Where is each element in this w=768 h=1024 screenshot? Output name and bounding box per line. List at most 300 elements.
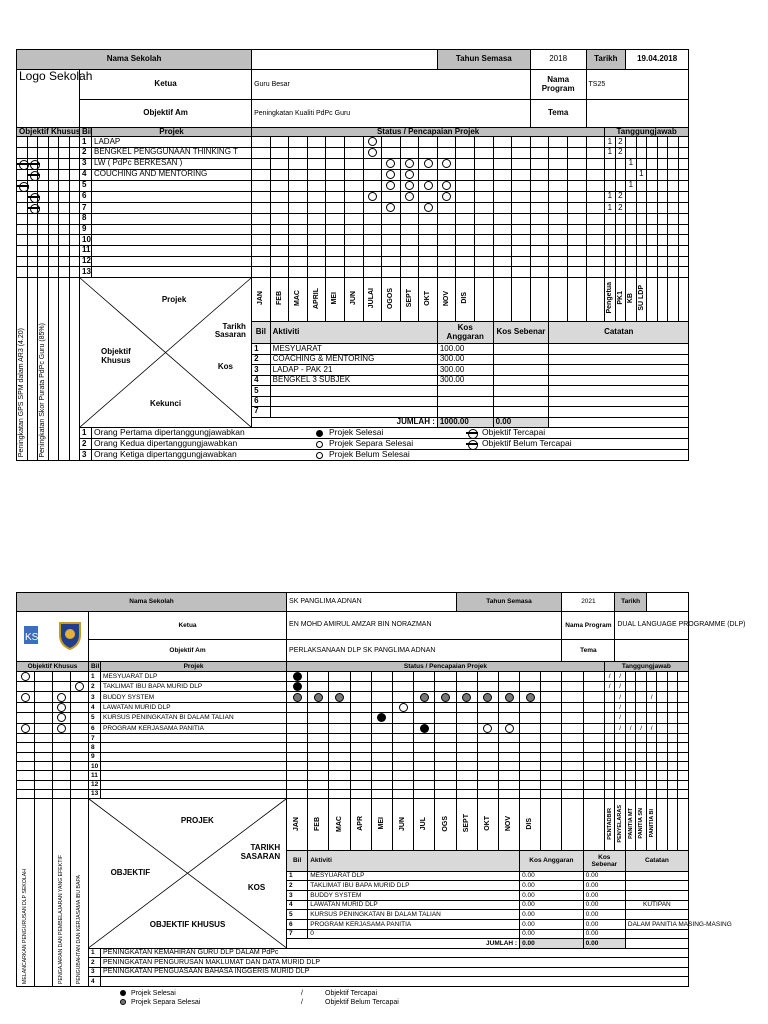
status-cell: [400, 148, 419, 159]
tahun-value: 2018: [530, 50, 586, 70]
responsible-cell: [678, 245, 689, 256]
status-cell: [541, 752, 562, 761]
status-cell: [562, 723, 583, 733]
status-cell: [567, 158, 586, 169]
kos-anggaran: [437, 386, 493, 396]
status-cell: [326, 235, 345, 246]
objective-cell: [17, 235, 28, 246]
half-circle-icon: [441, 693, 450, 702]
status-cell: [289, 180, 308, 191]
status-cell: [541, 771, 562, 780]
status-header: Status / Pencapaian Projek: [252, 127, 605, 137]
objective-cell: [69, 191, 80, 202]
key-number: 3: [89, 967, 101, 977]
catatan: [549, 344, 689, 354]
month-header: [326, 277, 345, 321]
month-label: OGS: [441, 815, 449, 832]
status-cell: [252, 245, 271, 256]
status-cell: [252, 148, 271, 159]
status-cell: [289, 191, 308, 202]
month-header: [456, 277, 475, 321]
bil-header: Bil: [80, 127, 92, 137]
status-cell: [289, 256, 308, 267]
responsible-cell: [678, 713, 689, 723]
legend-row: [120, 998, 399, 1007]
status-cell: [414, 743, 435, 752]
status-cell: [583, 702, 604, 712]
status-cell: [252, 235, 271, 246]
status-cell: [414, 771, 435, 780]
status-cell: [477, 692, 498, 702]
status-cell: [583, 733, 604, 742]
responsible-cell: [625, 733, 636, 742]
responsible-cell: [625, 671, 636, 681]
status-cell: [289, 169, 308, 180]
objective-vertical-label: [59, 277, 70, 460]
filled-circle-icon: [120, 990, 126, 996]
responsible-cell: [657, 671, 668, 681]
table-row: [17, 702, 689, 712]
status-cell: [344, 202, 363, 213]
objective-star-icon: [28, 203, 40, 213]
objective-cell: [59, 213, 70, 224]
responsible-cell: [636, 702, 647, 712]
month-label: OGOS: [387, 287, 395, 309]
status-cell: [308, 692, 329, 702]
objektif-am-label: Objektif Am: [80, 100, 252, 127]
status-cell: [400, 224, 419, 235]
objective-text: Peningkatan GPS SPM dalam AR3 (4.20): [17, 328, 25, 458]
objective-cell: [27, 169, 38, 180]
table-row: [17, 761, 689, 770]
responsible-cell: [615, 789, 626, 798]
status-cell: [435, 723, 456, 733]
responsible-cell: [625, 702, 636, 712]
status-cell: [363, 213, 382, 224]
responsible-cell: [636, 771, 647, 780]
status-cell: [400, 191, 419, 202]
legend-separator: /: [301, 990, 303, 997]
objective-cell: [53, 723, 71, 733]
status-cell: [289, 213, 308, 224]
responsible-cell: [678, 761, 689, 770]
project-name: COUCHING AND MENTORING: [92, 169, 252, 180]
open-circle-icon: [405, 159, 414, 168]
project-bil: 11: [80, 245, 92, 256]
status-cell: [308, 671, 329, 681]
status-cell: [586, 180, 605, 191]
status-cell: [498, 761, 519, 770]
responsible-cell: [626, 245, 637, 256]
status-cell: [419, 137, 438, 148]
objective-cell: [53, 789, 71, 798]
objective-cell: [71, 702, 89, 712]
status-cell: [562, 682, 583, 692]
responsible-cell: [636, 789, 647, 798]
responsible-cell: [647, 191, 658, 202]
ketua-label: Ketua: [80, 70, 252, 100]
month-header: [520, 799, 541, 851]
status-cell: [307, 256, 326, 267]
responsible-cell: [626, 191, 637, 202]
status-cell: [308, 761, 329, 770]
activity-bil: 3: [252, 365, 271, 375]
open-circle-icon: [505, 724, 514, 733]
status-cell: [329, 789, 350, 798]
objective-cell: [59, 158, 70, 169]
responsible-cell: [604, 733, 615, 742]
responsible-cell: [667, 761, 678, 770]
kos-sebenar-header: Kos Sebenar: [583, 851, 625, 872]
status-cell: [456, 733, 477, 742]
responsible-cell: [668, 235, 679, 246]
responsible-cell: [636, 137, 647, 148]
project-bil: 12: [89, 780, 101, 789]
status-cell: [270, 235, 289, 246]
key-text: [101, 948, 689, 958]
tarikh-label: Tarikh: [586, 50, 626, 70]
month-label: JUL: [420, 816, 428, 831]
objective-cell: [38, 148, 49, 159]
kos-anggaran: 0.00: [520, 891, 584, 901]
half-circle-icon: [314, 693, 323, 702]
responsible-cell: [636, 743, 647, 752]
project-bil: 9: [89, 752, 101, 761]
responsible-cell: [615, 256, 626, 267]
logo-cell: [17, 611, 89, 662]
responsible-cell: [605, 256, 616, 267]
status-cell: [326, 191, 345, 202]
role-header: [626, 277, 637, 321]
key-number: 1: [80, 427, 92, 438]
objective-cell: [17, 702, 35, 712]
status-cell: [382, 235, 401, 246]
open-circle-icon: [405, 181, 414, 190]
responsible-cell: [604, 713, 615, 723]
status-cell: [414, 752, 435, 761]
activity-bil: 1: [252, 344, 271, 354]
responsible-cell: [678, 148, 689, 159]
objektif-khusus-header: Objektif Khusus: [17, 662, 89, 671]
objective-cell: [17, 213, 28, 224]
status-cell: [419, 158, 438, 169]
project-bil: 9: [80, 224, 92, 235]
objective-cell: [27, 267, 38, 278]
status-cell: [308, 789, 329, 798]
objective-cell: [48, 180, 59, 191]
nama-sekolah-label: Nama Sekolah: [17, 50, 252, 70]
status-cell: [270, 158, 289, 169]
responsible-cell: [668, 180, 679, 191]
status-cell: [586, 213, 605, 224]
status-cell: [363, 224, 382, 235]
objective-cell: [53, 702, 71, 712]
status-cell: [520, 692, 541, 702]
open-circle-icon: [442, 192, 451, 201]
kos-anggaran: [437, 396, 493, 406]
objective-cell: [35, 713, 53, 723]
open-circle-icon: [21, 724, 30, 733]
status-cell: [344, 180, 363, 191]
objective-cell: [38, 256, 49, 267]
month-label: APRIL: [312, 287, 320, 309]
status-cell: [289, 137, 308, 148]
status-cell: [252, 158, 271, 169]
responsible-cell: [625, 743, 636, 752]
month-header: [287, 799, 308, 851]
status-cell: [326, 148, 345, 159]
project-name: TAKLIMAT IBU BAPA MURID DLP: [101, 682, 287, 692]
objective-cell: [38, 235, 49, 246]
status-cell: [382, 213, 401, 224]
responsible-cell: [636, 713, 647, 723]
month-header: [363, 277, 382, 321]
objective-cell: [71, 692, 89, 702]
open-circle-icon: [386, 170, 395, 179]
responsible-cell: [678, 213, 689, 224]
objective-cell: [69, 137, 80, 148]
project-bil: 12: [80, 256, 92, 267]
table-row: [17, 789, 689, 798]
status-cell: [252, 137, 271, 148]
responsible-cell: [678, 752, 689, 761]
jumlah-label: JUMLAH :: [252, 417, 438, 427]
objective-cell: [17, 256, 28, 267]
status-cell: [350, 713, 371, 723]
responsible-cell: [647, 202, 658, 213]
status-cell: [530, 191, 549, 202]
responsible-cell: [657, 761, 668, 770]
open-circle-icon: [368, 148, 377, 157]
status-cell: [477, 789, 498, 798]
objective-cell: [27, 245, 38, 256]
objective-cell: [17, 713, 35, 723]
role-header: [636, 277, 647, 321]
status-cell: [363, 158, 382, 169]
responsible-cell: [667, 723, 678, 733]
key-row: [17, 967, 689, 977]
status-cell: [382, 180, 401, 191]
status-cell: [586, 137, 605, 148]
objective-cell: [48, 213, 59, 224]
activity-header: Aktiviti: [270, 322, 437, 344]
status-cell: [456, 692, 477, 702]
objective-text: MELANCARKAN PENGURUSAN DLP SEKOLAH: [21, 868, 28, 984]
status-cell: [583, 752, 604, 761]
diag-tarikh: TARIKH SASARAN: [240, 842, 281, 861]
month-label: OKT: [424, 290, 432, 306]
project-name: [92, 267, 252, 278]
objective-cell: [59, 224, 70, 235]
key-number: 2: [89, 958, 101, 968]
status-cell: [329, 761, 350, 770]
status-cell: [382, 158, 401, 169]
responsible-cell: [605, 235, 616, 246]
status-cell: [308, 723, 329, 733]
objective-cell: [71, 743, 89, 752]
diag-kos: Kos: [217, 361, 233, 371]
project-name: [101, 761, 287, 770]
objective-cell: [53, 780, 71, 789]
status-cell: [498, 752, 519, 761]
jumlah-catatan: [625, 939, 688, 949]
status-cell: [371, 789, 392, 798]
status-cell: [350, 723, 371, 733]
status-cell: [289, 224, 308, 235]
status-cell: [307, 267, 326, 278]
half-circle-icon: [293, 693, 302, 702]
objective-cell: [69, 267, 80, 278]
status-cell: [498, 723, 519, 733]
key-row: [17, 427, 689, 438]
objective-cell: [17, 682, 35, 692]
objective-cell: [17, 743, 35, 752]
role-label: PK1: [616, 291, 624, 305]
responsible-cell: [657, 169, 668, 180]
responsible-cell: [615, 235, 626, 246]
table-row: [17, 213, 689, 224]
objective-cell: [27, 148, 38, 159]
status-cell: [475, 245, 494, 256]
responsible-cell: [668, 213, 679, 224]
month-header: [567, 277, 586, 321]
status-cell: [344, 235, 363, 246]
month-header: [530, 277, 549, 321]
svg-text:KS: KS: [24, 631, 38, 643]
project-name: [92, 191, 252, 202]
responsible-cell: [668, 202, 679, 213]
status-cell: [475, 213, 494, 224]
status-cell: [414, 761, 435, 770]
responsible-cell: [626, 202, 637, 213]
responsible-cell: [636, 235, 647, 246]
objective-cell: [48, 137, 59, 148]
role-label: PANITIA BI: [648, 809, 655, 838]
table-row: [17, 682, 689, 692]
status-cell: [363, 148, 382, 159]
responsible-cell: [636, 761, 647, 770]
responsible-cell: [625, 771, 636, 780]
status-cell: [326, 158, 345, 169]
project-name: LADAP: [92, 137, 252, 148]
status-cell: [583, 780, 604, 789]
filled-circle-icon: [420, 724, 429, 733]
table-row: [17, 671, 689, 681]
status-cell: [493, 256, 512, 267]
month-label: APR: [356, 816, 364, 831]
responsible-cell: [646, 713, 657, 723]
responsible-cell: [625, 789, 636, 798]
responsible-cell: [678, 224, 689, 235]
status-cell: [586, 148, 605, 159]
responsible-cell: [626, 137, 637, 148]
objective-star-icon: [466, 439, 478, 449]
status-cell: [493, 148, 512, 159]
status-cell: [562, 692, 583, 702]
key-text: [101, 958, 689, 968]
legend-text: Objektif Tercapai: [482, 427, 546, 438]
status-cell: [437, 267, 456, 278]
status-cell: [520, 761, 541, 770]
month-header: [414, 799, 435, 851]
role-label: PENTADBIR: [606, 807, 613, 840]
status-cell: [289, 235, 308, 246]
status-cell: [583, 671, 604, 681]
status-cell: [363, 191, 382, 202]
tema-label: Tema: [562, 639, 615, 662]
activity-bil: 5: [287, 910, 308, 920]
responsible-cell: 2: [615, 191, 626, 202]
responsible-cell: /: [646, 692, 657, 702]
month-header: [382, 277, 401, 321]
table-row: [17, 148, 689, 159]
status-cell: [512, 158, 531, 169]
status-cell: [252, 191, 271, 202]
status-cell: [326, 224, 345, 235]
table-row: [17, 771, 689, 780]
responsible-cell: [657, 213, 668, 224]
objective-cell: [69, 256, 80, 267]
month-header: [493, 277, 512, 321]
kos-anggaran: 300.00: [437, 375, 493, 385]
objective-vertical-label: [48, 277, 59, 460]
status-cell: [541, 692, 562, 702]
status-cell: [512, 202, 531, 213]
objective-cell: [48, 256, 59, 267]
status-cell: [475, 180, 494, 191]
status-cell: [371, 743, 392, 752]
responsible-cell: [615, 733, 626, 742]
jumlah-anggaran: 0.00: [520, 939, 584, 949]
status-cell: [541, 780, 562, 789]
responsible-cell: /: [615, 671, 626, 681]
responsible-cell: [678, 256, 689, 267]
open-circle-icon: [368, 192, 377, 201]
month-label: NOV: [505, 815, 513, 832]
status-cell: [344, 191, 363, 202]
role-header: [678, 277, 689, 321]
open-circle-icon: [386, 181, 395, 190]
status-cell: [382, 267, 401, 278]
responsible-cell: [657, 771, 668, 780]
key-number: 2: [80, 439, 92, 450]
role-label: PANITIA SN: [638, 808, 645, 839]
status-cell: [437, 169, 456, 180]
status-cell: [419, 235, 438, 246]
status-cell: [549, 224, 568, 235]
objective-cell: [17, 191, 28, 202]
tahun-label: Tahun Semasa: [437, 50, 530, 70]
status-cell: [512, 224, 531, 235]
status-cell: [363, 235, 382, 246]
status-cell: [456, 202, 475, 213]
school-logo: [23, 620, 57, 653]
objektif-am-value: Peningkatan Kualiti PdPc Guru: [252, 100, 531, 127]
open-circle-icon: [424, 181, 433, 190]
activity-name: BENGKEL 3 SUBJEK: [270, 375, 437, 385]
responsible-cell: [646, 780, 657, 789]
kos-anggaran: 0.00: [520, 871, 584, 881]
status-cell: [437, 256, 456, 267]
objective-cell: [17, 180, 28, 191]
status-cell: [308, 713, 329, 723]
status-cell: [530, 224, 549, 235]
table-row: [17, 235, 689, 246]
bil-header: Bil: [89, 662, 101, 671]
diag-projek: Projek: [161, 294, 187, 304]
activity-name: LAWATAN MURID DLP: [308, 900, 520, 910]
responsible-cell: [678, 169, 689, 180]
